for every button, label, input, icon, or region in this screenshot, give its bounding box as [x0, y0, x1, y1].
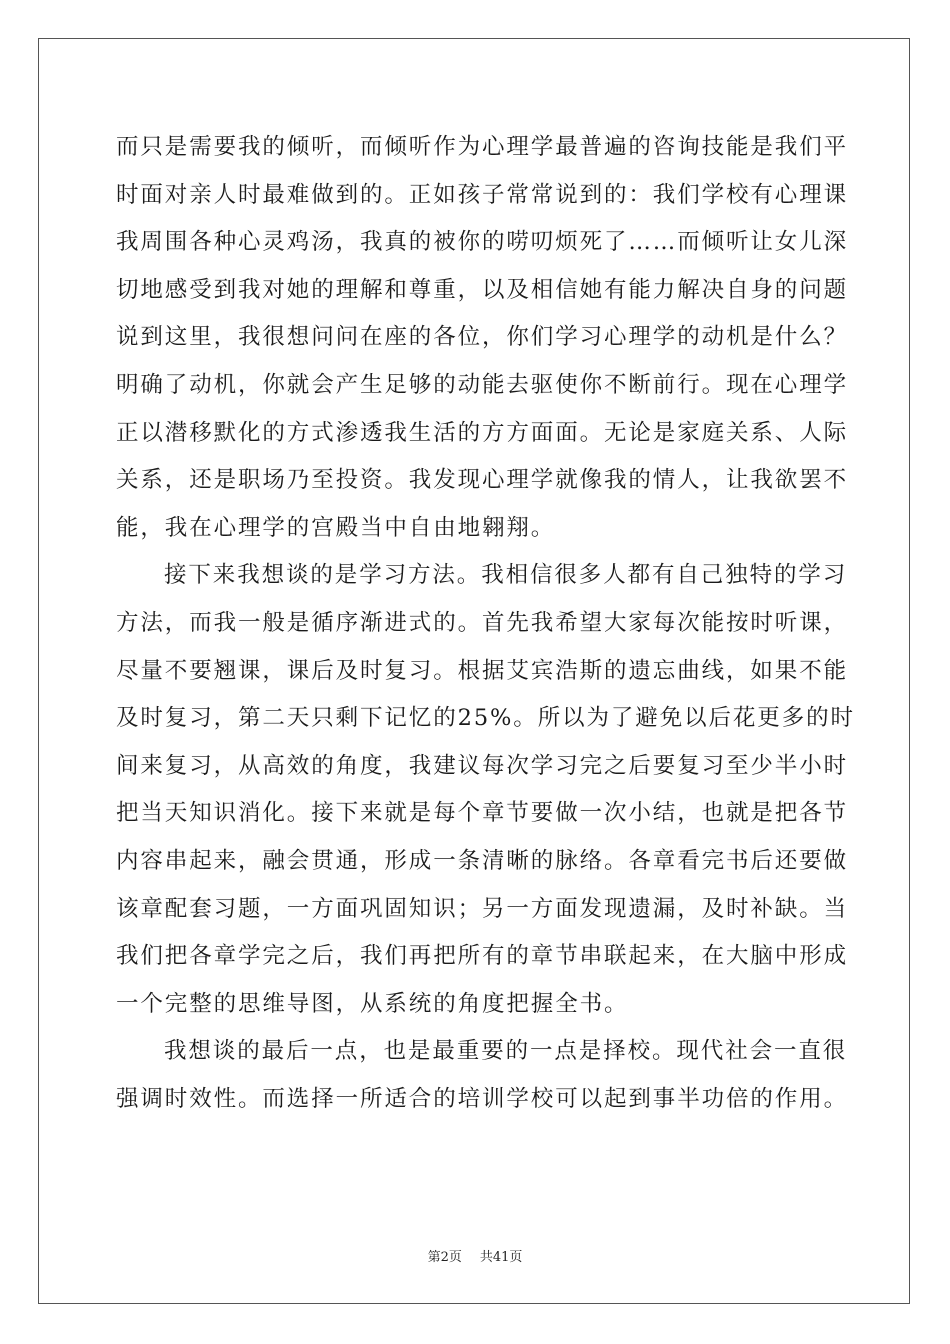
body-line: 能，我在心理学的宫殿当中自由地翱翔。: [116, 514, 556, 541]
body-line: 关系，还是职场乃至投资。我发现心理学就像我的情人，让我欲罢不: [116, 467, 849, 494]
body-line: 接下来我想谈的是学习方法。我相信很多人都有自己独特的学习: [164, 562, 848, 589]
body-line: 切地感受到我对她的理解和尊重，以及相信她有能力解决自身的问题: [116, 276, 849, 303]
body-line: 我想谈的最后一点，也是最重要的一点是择校。现代社会一直很: [164, 1038, 848, 1065]
body-line: 间来复习，从高效的角度，我建议每次学习完之后要复习至少半小时: [116, 752, 849, 779]
page-total: 共41页: [479, 1250, 523, 1265]
body-line: 我们把各章学完之后，我们再把所有的章节串联起来，在大脑中形成: [116, 943, 849, 970]
body-line: 把当天知识消化。接下来就是每个章节要做一次小结，也就是把各节: [116, 800, 849, 827]
body-line: 方法，而我一般是循序渐进式的。首先我希望大家每次能按时听课，: [116, 609, 849, 636]
body-line: 及时复习，第二天只剩下记忆的25%。所以为了避免以后花更多的时: [116, 705, 855, 732]
body-line: 我周围各种心灵鸡汤，我真的被你的唠叨烦死了……而倾听让女儿深: [116, 229, 849, 256]
body-line: 正以潜移默化的方式渗透我生活的方方面面。无论是家庭关系、人际: [116, 419, 849, 446]
document-body: [116, 124, 855, 1123]
body-line: 明确了动机，你就会产生足够的动能去驱使你不断前行。现在心理学: [116, 371, 849, 398]
body-line: 说到这里，我很想问问在座的各位，你们学习心理学的动机是什么？: [116, 324, 849, 351]
body-line: 该章配套习题，一方面巩固知识；另一方面发现遗漏，及时补缺。当: [116, 895, 849, 922]
page-number: 第2页: [427, 1250, 462, 1265]
page-footer: [0, 1246, 950, 1265]
body-line: 而只是需要我的倾听，而倾听作为心理学最普遍的咨询技能是我们平: [116, 134, 849, 160]
body-line: 一个完整的思维导图，从系统的角度把握全书。: [116, 990, 629, 1017]
body-line: 内容串起来，融会贯通，形成一条清晰的脉络。各章看完书后还要做: [116, 847, 849, 874]
body-line: 时面对亲人时最难做到的。正如孩子常常说到的：我们学校有心理课: [116, 181, 849, 208]
body-line: 强调时效性。而选择一所适合的培训学校可以起到事半功倍的作用。: [116, 1085, 849, 1112]
body-line: 尽量不要翘课，课后及时复习。根据艾宾浩斯的遗忘曲线，如果不能: [116, 657, 849, 684]
